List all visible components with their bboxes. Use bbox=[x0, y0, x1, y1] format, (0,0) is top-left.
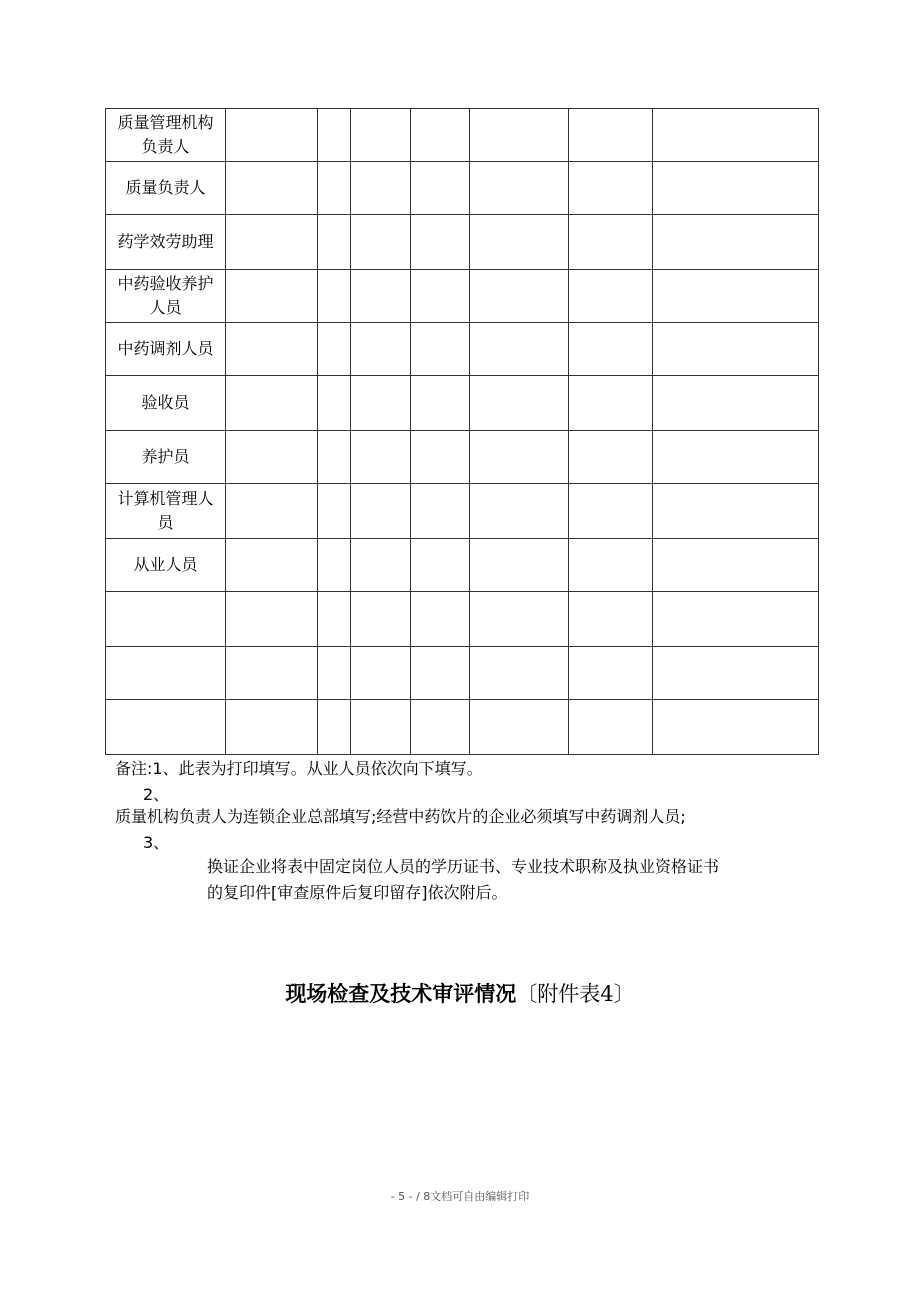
note-line-3b: 的复印件[审查原件后复印留存]依次附后。 bbox=[207, 883, 508, 902]
note-number-3: 3、 bbox=[143, 833, 170, 852]
role-cell bbox=[106, 700, 226, 755]
blank-cell bbox=[653, 592, 819, 647]
table-row bbox=[106, 700, 819, 755]
blank-cell bbox=[470, 109, 569, 162]
table-row bbox=[106, 109, 819, 162]
blank-cell bbox=[653, 109, 819, 162]
blank-cell bbox=[470, 162, 569, 215]
blank-cell bbox=[351, 162, 411, 215]
section-title-suffix: 〔附件表4〕 bbox=[516, 982, 635, 1006]
blank-cell bbox=[318, 376, 351, 431]
blank-cell bbox=[351, 109, 411, 162]
role-cell: 质量负责人 bbox=[106, 162, 226, 215]
note-number-2: 2、 bbox=[143, 785, 170, 804]
blank-cell bbox=[411, 323, 470, 376]
blank-cell bbox=[653, 647, 819, 700]
role-cell: 验收员 bbox=[106, 376, 226, 431]
blank-cell bbox=[318, 215, 351, 270]
blank-cell bbox=[653, 484, 819, 539]
blank-cell bbox=[653, 323, 819, 376]
blank-cell bbox=[226, 109, 318, 162]
blank-cell bbox=[351, 323, 411, 376]
blank-cell bbox=[470, 215, 569, 270]
blank-cell bbox=[569, 323, 653, 376]
blank-cell bbox=[569, 162, 653, 215]
blank-cell bbox=[226, 270, 318, 323]
blank-cell bbox=[318, 109, 351, 162]
blank-cell bbox=[470, 270, 569, 323]
blank-cell bbox=[318, 162, 351, 215]
blank-cell bbox=[470, 484, 569, 539]
blank-cell bbox=[318, 592, 351, 647]
blank-cell bbox=[318, 323, 351, 376]
blank-cell bbox=[470, 376, 569, 431]
blank-cell bbox=[226, 484, 318, 539]
blank-cell bbox=[411, 592, 470, 647]
blank-cell bbox=[653, 431, 819, 484]
section-title-main: 现场检查及技术审评情况 bbox=[285, 981, 517, 1006]
staff-table bbox=[105, 108, 819, 755]
blank-cell bbox=[470, 700, 569, 755]
blank-cell bbox=[318, 431, 351, 484]
blank-cell bbox=[470, 323, 569, 376]
role-cell: 养护员 bbox=[106, 431, 226, 484]
blank-cell bbox=[470, 431, 569, 484]
blank-cell bbox=[411, 109, 470, 162]
blank-cell bbox=[569, 700, 653, 755]
blank-cell bbox=[569, 109, 653, 162]
blank-cell bbox=[411, 539, 470, 592]
role-cell: 中药调剂人员 bbox=[106, 323, 226, 376]
blank-cell bbox=[411, 700, 470, 755]
table-row bbox=[106, 539, 819, 592]
table-row bbox=[106, 162, 819, 215]
blank-cell bbox=[226, 376, 318, 431]
page-footer: - 5 - / 8文档可自由编辑打印 bbox=[390, 1190, 530, 1203]
blank-cell bbox=[569, 270, 653, 323]
blank-cell bbox=[653, 215, 819, 270]
blank-cell bbox=[411, 162, 470, 215]
blank-cell bbox=[351, 376, 411, 431]
table-row bbox=[106, 592, 819, 647]
blank-cell bbox=[226, 323, 318, 376]
blank-cell bbox=[226, 539, 318, 592]
blank-cell bbox=[318, 270, 351, 323]
blank-cell bbox=[318, 700, 351, 755]
blank-cell bbox=[351, 484, 411, 539]
role-cell: 药学效劳助理 bbox=[106, 215, 226, 270]
blank-cell bbox=[411, 376, 470, 431]
blank-cell bbox=[351, 700, 411, 755]
blank-cell bbox=[653, 700, 819, 755]
blank-cell bbox=[226, 162, 318, 215]
table-row bbox=[106, 270, 819, 323]
role-cell: 计算机管理人员 bbox=[106, 484, 226, 539]
blank-cell bbox=[569, 647, 653, 700]
blank-cell bbox=[351, 647, 411, 700]
blank-cell bbox=[226, 592, 318, 647]
blank-cell bbox=[653, 539, 819, 592]
table-row bbox=[106, 431, 819, 484]
note-line-2: 质量机构负责人为连锁企业总部填写;经营中药饮片的企业必须填写中药调剂人员; bbox=[115, 807, 686, 826]
section-title bbox=[0, 978, 920, 1008]
blank-cell bbox=[411, 431, 470, 484]
role-cell bbox=[106, 592, 226, 647]
blank-cell bbox=[411, 484, 470, 539]
blank-cell bbox=[226, 431, 318, 484]
blank-cell bbox=[569, 215, 653, 270]
blank-cell bbox=[351, 215, 411, 270]
blank-cell bbox=[569, 484, 653, 539]
blank-cell bbox=[411, 215, 470, 270]
table-row bbox=[106, 484, 819, 539]
blank-cell bbox=[470, 592, 569, 647]
blank-cell bbox=[411, 270, 470, 323]
blank-cell bbox=[653, 270, 819, 323]
table-row bbox=[106, 647, 819, 700]
blank-cell bbox=[318, 484, 351, 539]
blank-cell bbox=[569, 592, 653, 647]
blank-cell bbox=[351, 592, 411, 647]
note-line-3a: 换证企业将表中固定岗位人员的学历证书、专业技术职称及执业资格证书 bbox=[207, 857, 720, 876]
blank-cell bbox=[351, 539, 411, 592]
blank-cell bbox=[569, 376, 653, 431]
blank-cell bbox=[411, 647, 470, 700]
blank-cell bbox=[226, 700, 318, 755]
blank-cell bbox=[226, 215, 318, 270]
blank-cell bbox=[351, 431, 411, 484]
blank-cell bbox=[470, 647, 569, 700]
role-cell bbox=[106, 647, 226, 700]
blank-cell bbox=[470, 539, 569, 592]
blank-cell bbox=[569, 539, 653, 592]
blank-cell bbox=[569, 431, 653, 484]
role-cell: 中药验收养护人员 bbox=[106, 270, 226, 323]
blank-cell bbox=[226, 647, 318, 700]
blank-cell bbox=[653, 376, 819, 431]
blank-cell bbox=[653, 162, 819, 215]
table-row bbox=[106, 215, 819, 270]
role-cell: 质量管理机构负责人 bbox=[106, 109, 226, 162]
role-cell: 从业人员 bbox=[106, 539, 226, 592]
blank-cell bbox=[318, 647, 351, 700]
table-row bbox=[106, 376, 819, 431]
table-row bbox=[106, 323, 819, 376]
blank-cell bbox=[318, 539, 351, 592]
note-line-1: 备注:1、此表为打印填写。从业人员依次向下填写。 bbox=[115, 759, 483, 778]
blank-cell bbox=[351, 270, 411, 323]
